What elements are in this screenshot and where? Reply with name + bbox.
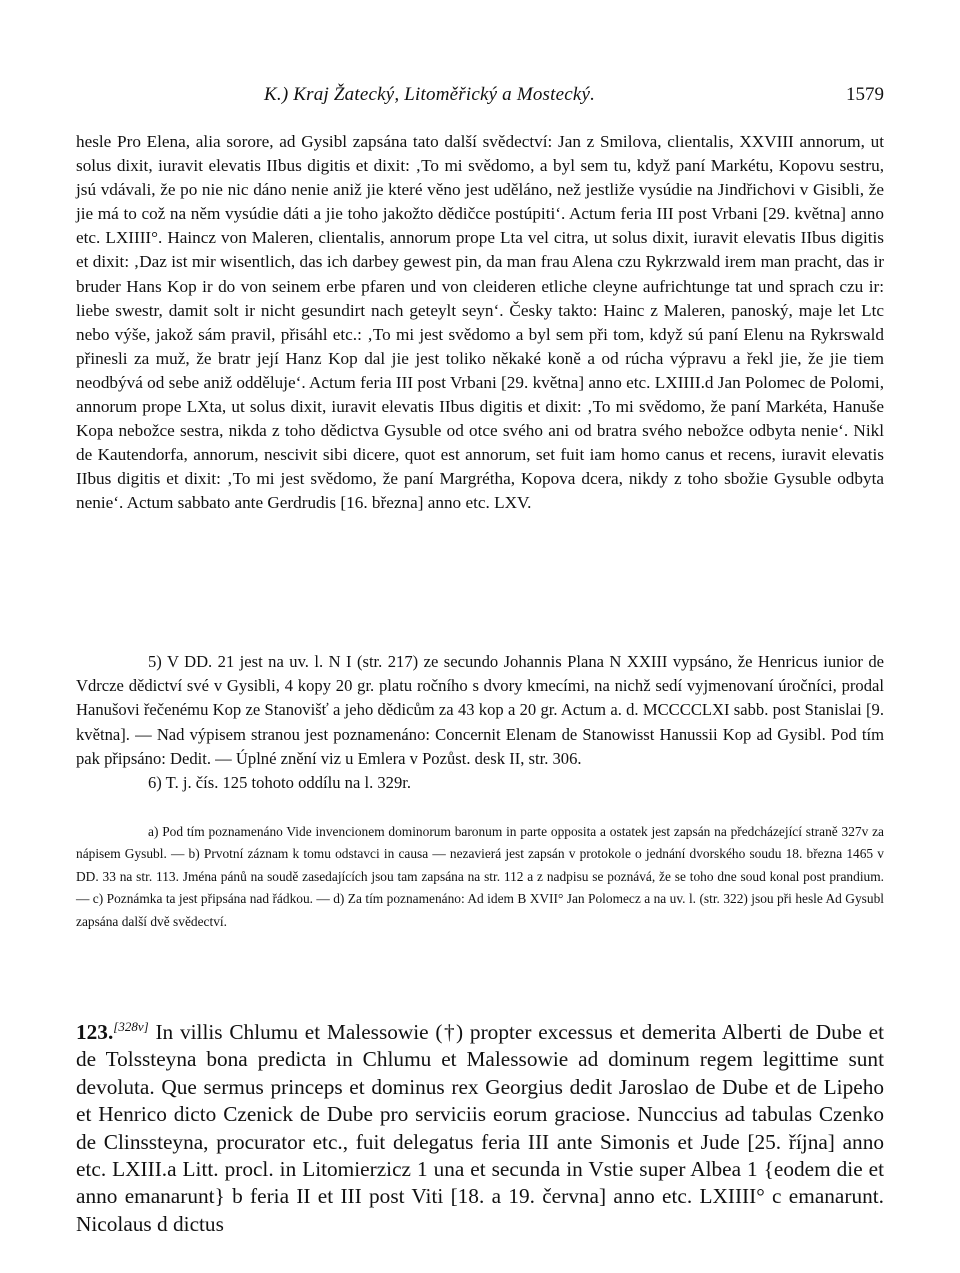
entry-123 (76, 1019, 884, 1238)
footnote-5: 5) V DD. 21 jest na uv. l. N I (str. 217) ze secundo Johannis Plana N XXIII vypsáno, že Henricus iunior de Vdrcze dědictví své v Gysibli, 4 kopy 20 gr. platu ročního s dvory kmecími, na nichž sedí vyjmenovaní úročníci, prodal Hanušovi řečenému Kop ze Stanovišť a jeho dědicům za 43 kop a 20 gr. Actum a. d. MCCCCLXI sabb. post Stanislai [9. května]. — Nad výpisem stranou jest poznamenáno: Concernit Elenam de Stanowisst Hanussii Kop ad Gysibl. Pod tím pak připsáno: Dedit. — Úplné znění viz u Emlera v Pozůst. desk II, str. 306. (76, 652, 884, 768)
main-paragraph: hesle Pro Elena, alia sorore, ad Gysibl zapsána tato další svědectví: Jan z Smilova, clientalis, XXVIII annorum, ut solus dixit, iuravit elevatis IIbus digitis et dixit: ‚To mi svědomo, a byl sem tu, když paní Markétu, Kopovu sestru, jsú vdávali, že po nie nic dáno nenie aniž jie které věno jest uděláno, než jestliže vysúdie na Jindřichovi v Gisibli, že jie má to což na něm vysúdie dáti a jie toho jakožto dědičce postúpiti‘. Actum feria III post Vrbani [29. května] anno etc. LXIIII°. Haincz von Maleren, clientalis, annorum prope Lta vel citra, ut solus dixit, iuravit elevatis IIbus digitis et dixit: ‚Daz ist mir wisentlich, das ich darbey gewest pin, da man frau Alena czu Rykrzwald irem man pracht, das ir bruder Hans Kop ir do von seinem erbe pfaren und von cleideren etliche cleyne aufrichtunge tat und sprach czu ir: liebe swestr, damit solt ir nicht gesundirt nach geteylt seyn‘. Česky takto: Hainc z Maleren, panoský, maje let Ltc nebo výše, jakož sám pravil, přisáhl etc.: ‚To mi jest svědomo a byl sem při tom, když sú paní Elenu na Rykrswald přinesli za muž, že bratr její Hanz Kop dal jie jest toliko někaké koně a od rúcha výpravu a řekl jie, že jie tiem neodbývá od sebe aniž odděluje‘. Actum feria III post Vrbani [29. května] anno etc. LXIIII.d Jan Polomec de Polomi, annorum prope LXta, ut solus dixit, iuravit elevatis IIbus digitis et dixit: ‚To mi svědomo, že paní Markéta, Hanuše Kopa nebožce sestra, nikda z toho dědictva Gysuble od otce svého ani od bratra svého nebožce odbyta nenie‘. Nikl de Kautendorfa, annorum, nescivit sibi dicere, quot est annorum, set fuit iam homo canus et recens, iuravit elevatis IIbus digitis et dixit: ‚To mi jest svědomo, že paní Margrétha, Kopova dcera, nikdy z toho sbožie Gysuble odbyta nenie‘. Actum sabbato ante Gerdrudis [16. března] anno etc. LXV. (76, 132, 884, 513)
running-header (76, 84, 884, 114)
entry-text: In villis Chlumu et Malessowie (†) propter excessus et demerita Alberti de Dube et de Tolssteyna bona predicta in Chlumu et Malessowie ad dominum regem legittime sunt devoluta. Que sermus princeps et dominus rex Georgius dedit Jaroslao de Dube et de Lipeho et Henrico dicto Czenick de Dube pro serviciis eorum graciose. Nunccius ad tabulas Czenko de Clinssteyna, procurator etc., fuit delegatus feria III ante Simonis et Jude [25. října] anno etc. LXIII.a Litt. procl. in Litomierzicz 1 una et secunda in Vstie super Albea 1 {eodem die et anno emanarunt} b feria II et III post Viti [18. a 19. června] anno etc. LXIIII° c emanarunt. Nicolaus d dictus (76, 1020, 884, 1236)
footnote-6: 6) T. j. čís. 125 tohoto oddílu na l. 329r. (148, 773, 412, 793)
footnotes-numbered (76, 650, 884, 795)
apparatus-notes: a) Pod tím poznamenáno Vide invencionem dominorum baronum in parte opposita a ostatek jest zapsán na předcházející straně 327v za nápisem Gysubl. — b) Prvotní záznam k tomu odstavci in causa — nezavierá jest zapsán v protokole o jednání dvorského soudu 18. března 1465 v DD. 33 na str. 113. Jména pánů na soudě zasedajících jsou tam zapsána na str. 112 a z nadpisu se poznává, že se toho dne soud konal post prandium. — c) Poznámka ta jest připsána nad řádkou. — d) Za tím poznamenáno: Ad idem B XVII° Jan Polomecz a na uv. l. (str. 322) jsou při hesle Ad Gysubl zapsána další dvě svědectví. (76, 824, 884, 929)
footnotes-apparatus (76, 821, 884, 933)
page-number: 1579 (846, 84, 884, 105)
entry-paragraph (76, 1019, 884, 1238)
main-text-block (76, 130, 884, 516)
folio-reference: [328v] (113, 1018, 149, 1034)
entry-number: 123. (76, 1020, 114, 1044)
running-title: K.) Kraj Žatecký, Litoměřický a Mostecký. (264, 84, 596, 105)
